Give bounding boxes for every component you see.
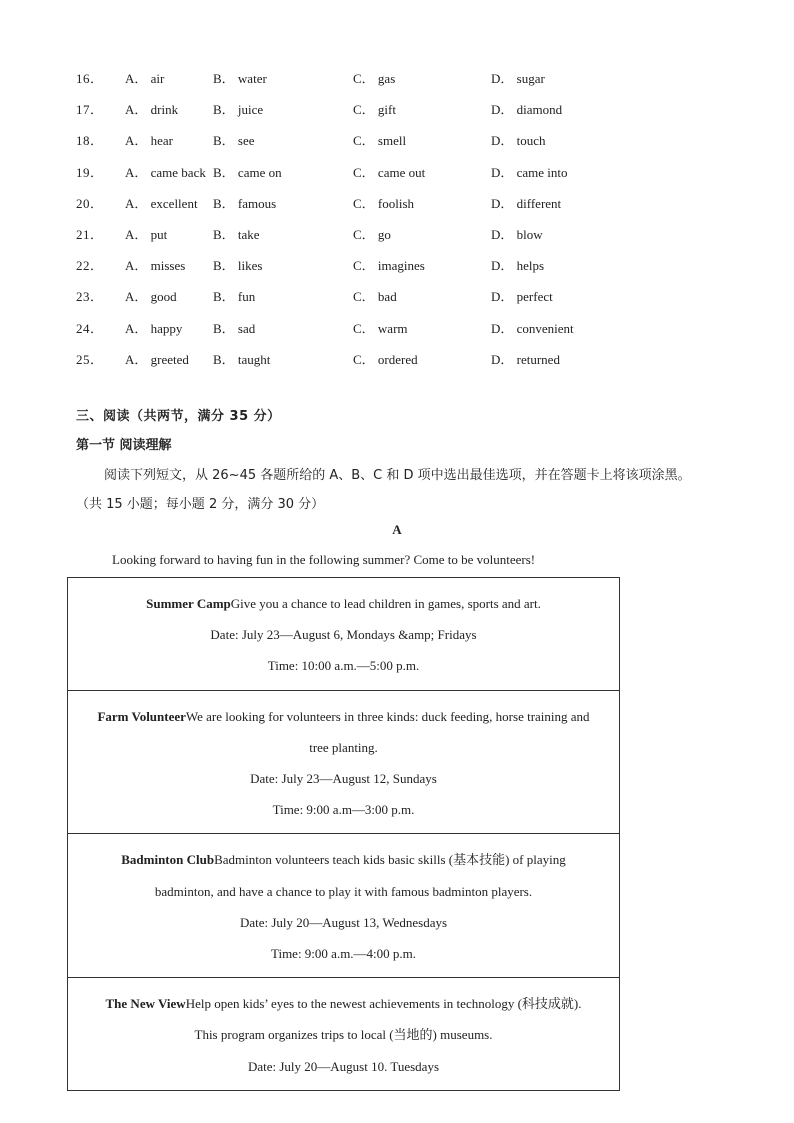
option-d: D． diamond	[491, 102, 563, 118]
option-a: A． greeted	[125, 351, 189, 367]
ad-row-farm-volunteer	[68, 691, 619, 835]
option-c: C． go	[353, 227, 391, 243]
question-row	[76, 312, 716, 343]
option-b: B． taught	[213, 351, 271, 367]
question-row	[76, 62, 716, 93]
option-d: D． came into	[491, 164, 568, 180]
ad-description-cont: tree planting.	[309, 739, 378, 755]
question-row	[76, 218, 716, 249]
section-title: 三、阅读（共两节，满分 35 分）	[76, 409, 281, 424]
option-d: D． perfect	[491, 289, 553, 305]
option-c: C． smell	[353, 133, 407, 149]
instruction-line-1: 阅读下列短文，从 26~45 各题所给的 A、B、C 和 D 项中选出最佳选项，并在答题卡上将该项涂黑。	[104, 468, 691, 483]
option-a: A． excellent	[125, 195, 198, 211]
ad-description	[76, 844, 611, 875]
ad-date: Date: July 20—August 13, Wednesdays	[239, 914, 448, 930]
ad-description-text: We are looking for volunteers in three kinds: duck feeding, horse training and	[185, 708, 590, 724]
option-a: A． put	[125, 227, 168, 243]
question-number: 17．	[76, 102, 104, 118]
question-list	[76, 62, 716, 374]
option-b: B． take	[213, 227, 260, 243]
option-a: A． air	[125, 71, 165, 87]
ad-description-text: Help open kids’ eyes to the newest achievements in technology (科技成就).	[185, 996, 582, 1012]
option-c: C． gas	[353, 71, 396, 87]
question-row	[76, 187, 716, 218]
ad-description-cont: This program organizes trips to local (当地的) museums.	[194, 1027, 493, 1043]
option-c: C． foolish	[353, 195, 415, 211]
option-c: C． ordered	[353, 351, 418, 367]
question-number: 18．	[76, 133, 104, 149]
ad-description-text: Give you a chance to lead children in games, sports and art.	[230, 596, 541, 611]
question-number: 22．	[76, 258, 104, 274]
question-number: 23．	[76, 289, 104, 305]
option-b: B． water	[213, 71, 267, 87]
passage-intro: Looking forward to having fun in the following summer? Come to be volunteers!	[112, 552, 536, 567]
question-number: 16．	[76, 71, 104, 87]
ad-description	[76, 588, 611, 619]
ad-time: Time: 9:00 a.m—3:00 p.m.	[272, 802, 415, 818]
option-b: B． fun	[213, 289, 256, 305]
option-d: D． helps	[491, 258, 545, 274]
question-row	[76, 93, 716, 124]
question-number: 21．	[76, 227, 104, 243]
question-row	[76, 343, 716, 374]
option-d: D． convenient	[491, 320, 574, 336]
option-b: B． came on	[213, 164, 282, 180]
question-row	[76, 156, 716, 187]
option-d: D． blow	[491, 227, 543, 243]
passage-label: A	[392, 522, 402, 537]
option-d: D． different	[491, 195, 562, 211]
question-row	[76, 280, 716, 311]
ad-date: Date: July 23—August 12, Sundays	[250, 771, 437, 787]
option-a: A． happy	[125, 320, 183, 336]
question-number: 19．	[76, 164, 104, 180]
ad-row-badminton-club	[68, 834, 619, 978]
ad-description	[76, 701, 611, 732]
ad-row-summer-camp	[68, 578, 619, 691]
option-a: A． misses	[125, 258, 186, 274]
question-number: 25．	[76, 351, 104, 367]
option-c: C． warm	[353, 320, 408, 336]
option-c: C． imagines	[353, 258, 425, 274]
ad-row-new-view	[68, 978, 619, 1090]
option-b: B． sad	[213, 320, 256, 336]
option-a: A． good	[125, 289, 177, 305]
option-c: C． bad	[353, 289, 397, 305]
option-b: B． likes	[213, 258, 263, 274]
option-d: D． touch	[491, 133, 546, 149]
option-b: B． see	[213, 133, 255, 149]
option-d: D． returned	[491, 351, 560, 367]
instruction-line-2: （共 15 小题；每小题 2 分，满分 30 分）	[76, 497, 325, 512]
option-b: B． famous	[213, 195, 277, 211]
ad-title: Farm Volunteer	[97, 708, 186, 724]
ad-title: Badminton Club	[121, 852, 215, 868]
option-a: A． came back	[125, 164, 206, 180]
question-number: 24．	[76, 320, 104, 336]
ad-title: The New View	[105, 996, 186, 1012]
ad-date: Date: July 23—August 6, Mondays &amp; Fridays	[210, 627, 477, 643]
ad-description-cont: badminton, and have a chance to play it with famous badminton players.	[154, 883, 533, 899]
volunteer-ad-table	[67, 577, 620, 1091]
section-subtitle: 第一节 阅读理解	[76, 438, 172, 453]
ad-title: Summer Camp	[146, 596, 231, 611]
ad-description-text: Badminton volunteers teach kids basic skills (基本技能) of playing	[214, 852, 566, 868]
option-a: A． drink	[125, 102, 179, 118]
question-row	[76, 124, 716, 155]
option-d: D． sugar	[491, 71, 545, 87]
option-a: A． hear	[125, 133, 174, 149]
ad-description	[76, 988, 611, 1019]
option-c: C． came out	[353, 164, 426, 180]
ad-time: Time: 10:00 a.m.—5:00 p.m.	[267, 658, 420, 674]
ad-time: Time: 9:00 a.m.—4:00 p.m.	[270, 946, 417, 962]
option-c: C． gift	[353, 102, 396, 118]
ad-date: Date: July 20—August 10. Tuesdays	[247, 1058, 440, 1074]
option-b: B． juice	[213, 102, 264, 118]
question-row	[76, 249, 716, 280]
question-number: 20．	[76, 195, 104, 211]
